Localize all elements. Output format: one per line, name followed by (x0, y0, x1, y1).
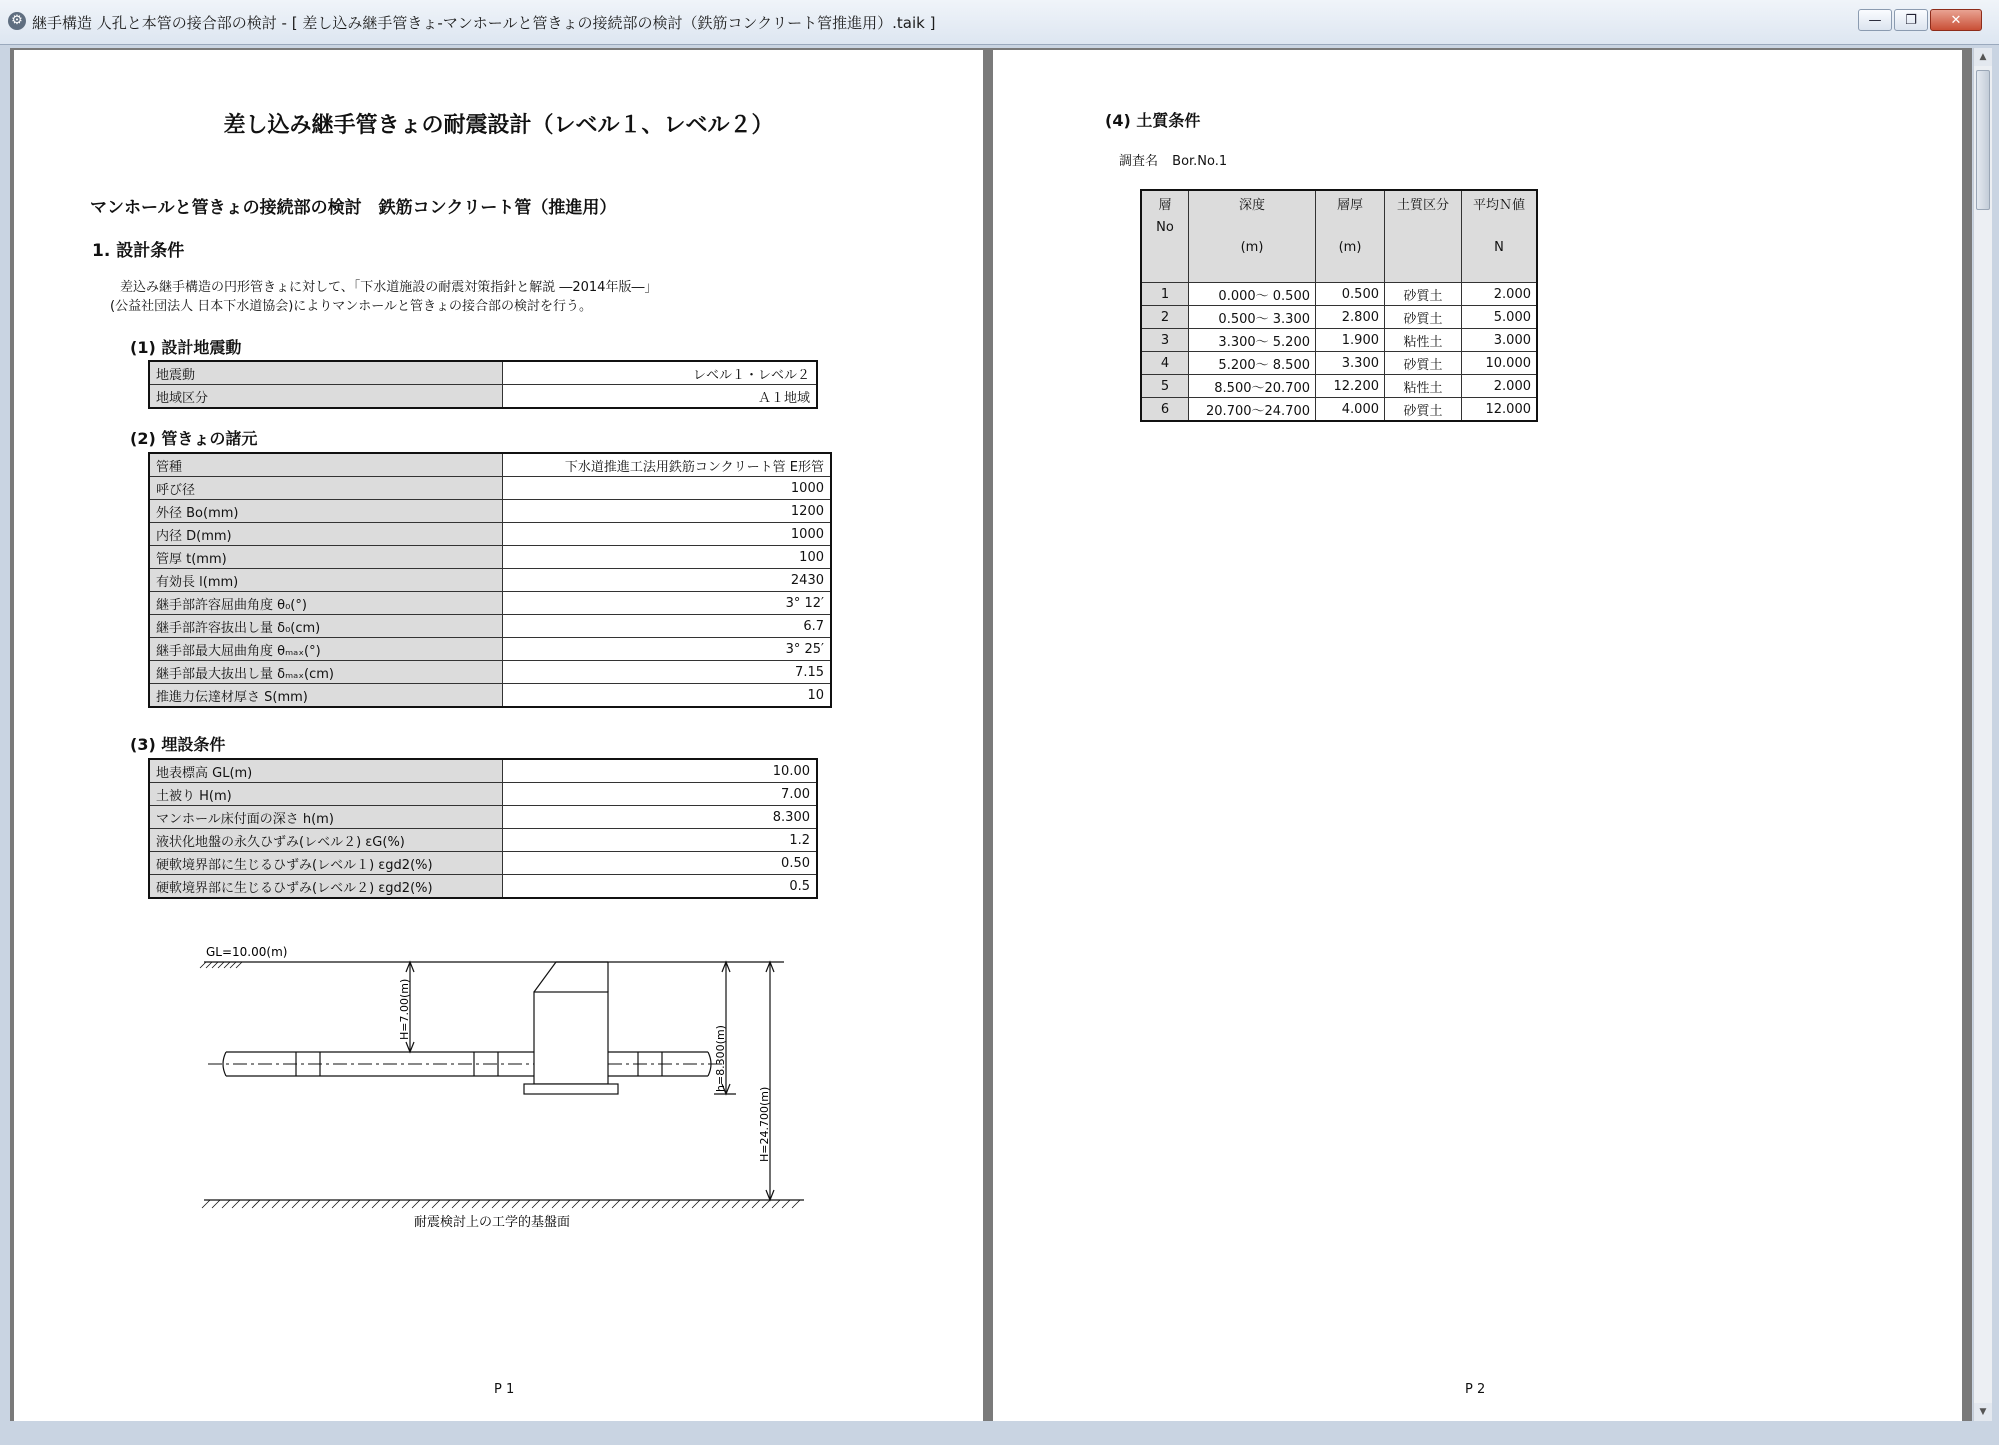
cell-n-value: 12.000 (1462, 398, 1538, 422)
row-label: 内径 D(mm) (149, 523, 503, 546)
cell-soil-type: 粘性土 (1385, 329, 1462, 352)
row-value: 下水道推進工法用鉄筋コンクリート管 E形管 (503, 453, 832, 477)
header-layer-no (1141, 190, 1189, 283)
soil-table-row (1141, 352, 1537, 375)
row-value: 0.50 (503, 852, 818, 875)
row-value: 7.00 (503, 783, 818, 806)
cell-depth: 5.200～ 8.500 (1189, 352, 1316, 375)
row-value: 1000 (503, 523, 832, 546)
soil-table-row (1141, 283, 1537, 306)
scroll-up-arrow-icon[interactable]: ▲ (1974, 48, 1992, 66)
row-label: 硬軟境界部に生じるひずみ(レベル１) εgd2(%) (149, 852, 503, 875)
burial-heading: (3) 埋設条件 (130, 735, 226, 754)
document-title: 差し込み継手管きょの耐震設計（レベル１、レベル２） (223, 113, 774, 138)
header-n-unit: N (1494, 240, 1504, 255)
row-value: 8.300 (503, 806, 818, 829)
header-soil-type (1385, 190, 1462, 283)
soil-table-row (1141, 306, 1537, 329)
intro-line-1: 差込み継手構造の円形管きょに対して、「下水道施設の耐震対策指針と解説 ―2014年版―」 (120, 280, 658, 295)
row-value: 2430 (503, 569, 832, 592)
row-value: 6.7 (503, 615, 832, 638)
soil-table (1140, 189, 1538, 422)
cell-depth: 3.300～ 5.200 (1189, 329, 1316, 352)
row-value: 1200 (503, 500, 832, 523)
soil-table-header (1141, 190, 1537, 283)
row-label: 継手部最大屈曲角度 θₘₐₓ(°) (149, 638, 503, 661)
close-button[interactable]: ✕ (1930, 9, 1982, 31)
cell-layer-no: 2 (1141, 306, 1189, 329)
cross-section-diagram (14, 50, 983, 1421)
page-number-2: P 2 (1465, 1382, 1486, 1397)
row-value: 3° 12′ (503, 592, 832, 615)
row-value: 1000 (503, 477, 832, 500)
row-label: 地表標高 GL(m) (149, 759, 503, 783)
row-label: 有効長 l(mm) (149, 569, 503, 592)
header-depth-unit: (m) (1240, 240, 1264, 255)
soil-conditions-heading: (4) 土質条件 (1105, 111, 1201, 130)
app-icon: ⚙ (8, 12, 26, 30)
soil-table-row (1141, 375, 1537, 398)
header-no: No (1156, 220, 1174, 235)
document-viewer[interactable] (10, 48, 1972, 1421)
cell-thickness: 2.800 (1316, 306, 1385, 329)
row-label: 継手部許容屈曲角度 θ₀(°) (149, 592, 503, 615)
row-label: 管厚 t(mm) (149, 546, 503, 569)
row-value: Ａ１地域 (503, 385, 818, 409)
earthquake-heading: (1) 設計地震動 (130, 338, 242, 357)
row-value: 3° 25′ (503, 638, 832, 661)
cell-thickness: 1.900 (1316, 329, 1385, 352)
row-label: 管種 (149, 453, 503, 477)
row-value: 10.00 (503, 759, 818, 783)
row-value: 0.5 (503, 875, 818, 899)
header-n-value (1462, 190, 1538, 283)
header-depth (1189, 190, 1316, 283)
cell-soil-type: 砂質土 (1385, 306, 1462, 329)
total-depth-label: H=24.700(m) (758, 1086, 771, 1162)
cell-depth: 0.500～ 3.300 (1189, 306, 1316, 329)
cell-layer-no: 1 (1141, 283, 1189, 306)
cell-n-value: 10.000 (1462, 352, 1538, 375)
row-label: 呼び径 (149, 477, 503, 500)
row-label: 地震動 (149, 361, 503, 385)
cell-n-value: 2.000 (1462, 375, 1538, 398)
row-value: 10 (503, 684, 832, 708)
cell-depth: 8.500～20.700 (1189, 375, 1316, 398)
cell-thickness: 12.200 (1316, 375, 1385, 398)
row-label: 継手部最大抜出し量 δₘₐₓ(cm) (149, 661, 503, 684)
cover-depth-label: H=7.00(m) (398, 978, 411, 1040)
row-value: 100 (503, 546, 832, 569)
page-1 (14, 50, 983, 1421)
cell-n-value: 2.000 (1462, 283, 1538, 306)
pipe-spec-heading: (2) 管きょの諸元 (130, 429, 258, 448)
cell-depth: 0.000～ 0.500 (1189, 283, 1316, 306)
row-label: 推進力伝達材厚さ S(mm) (149, 684, 503, 708)
cell-soil-type: 砂質土 (1385, 398, 1462, 422)
header-depth-label: 深度 (1238, 198, 1265, 213)
header-thickness-label: 層厚 (1336, 198, 1363, 213)
cell-n-value: 5.000 (1462, 306, 1538, 329)
survey-name (1119, 150, 1227, 169)
cell-thickness: 3.300 (1316, 352, 1385, 375)
cell-thickness: 4.000 (1316, 398, 1385, 422)
page-number-1: P 1 (494, 1382, 515, 1397)
window-title: 継手構造 人孔と本管の接合部の検討 - [ 差し込み継手管きょ-マンホールと管きょの接続部の検討（鉄筋コンクリート管推進用）.taik ] (32, 14, 936, 32)
cell-layer-no: 5 (1141, 375, 1189, 398)
survey-label: 調査名 (1119, 154, 1159, 169)
header-n-value-label: 平均Ｎ値 (1472, 198, 1525, 213)
row-label: 土被り H(m) (149, 783, 503, 806)
cell-layer-no: 6 (1141, 398, 1189, 422)
cell-soil-type: 粘性土 (1385, 375, 1462, 398)
soil-table-row (1141, 329, 1537, 352)
cell-soil-type: 砂質土 (1385, 352, 1462, 375)
row-value: レベル１・レベル２ (503, 361, 818, 385)
row-label: 外径 Bo(mm) (149, 500, 503, 523)
header-thickness (1316, 190, 1385, 283)
row-value: 1.2 (503, 829, 818, 852)
row-label: 継手部許容抜出し量 δ₀(cm) (149, 615, 503, 638)
cell-layer-no: 3 (1141, 329, 1189, 352)
row-value: 7.15 (503, 661, 832, 684)
header-layer: 層 (1158, 198, 1172, 213)
document-subtitle: マンホールと管きょの接続部の検討 鉄筋コンクリート管（推進用） (90, 198, 617, 218)
gl-label: GL=10.00(m) (206, 945, 288, 959)
scroll-thumb[interactable] (1976, 70, 1990, 210)
cell-layer-no: 4 (1141, 352, 1189, 375)
page-2 (993, 50, 1962, 1421)
manhole-depth-label: h=8.300(m) (714, 1025, 727, 1092)
base-layer-label: 耐震検討上の工学的基盤面 (414, 1215, 571, 1230)
cell-n-value: 3.000 (1462, 329, 1538, 352)
survey-value: Bor.No.1 (1172, 154, 1228, 169)
row-label: 液状化地盤の永久ひずみ(レベル２) εG(%) (149, 829, 503, 852)
section-design-conditions: 1. 設計条件 (92, 241, 185, 261)
cell-depth: 20.700～24.700 (1189, 398, 1316, 422)
header-soil-type-label: 土質区分 (1396, 198, 1449, 213)
header-thickness-unit: (m) (1338, 240, 1362, 255)
row-label: マンホール床付面の深さ h(m) (149, 806, 503, 829)
minimize-button[interactable]: — (1858, 9, 1892, 31)
title-bar (0, 0, 1999, 45)
row-label: 硬軟境界部に生じるひずみ(レベル２) εgd2(%) (149, 875, 503, 899)
intro-line-2: (公益社団法人 日本下水道協会)によりマンホールと管きょの接合部の検討を行う。 (110, 299, 593, 314)
cell-thickness: 0.500 (1316, 283, 1385, 306)
vertical-scrollbar[interactable] (1973, 48, 1992, 1421)
scroll-down-arrow-icon[interactable]: ▼ (1974, 1403, 1992, 1421)
restore-button[interactable]: ❐ (1894, 9, 1928, 31)
row-label: 地域区分 (149, 385, 503, 409)
cell-soil-type: 砂質土 (1385, 283, 1462, 306)
soil-table-row (1141, 398, 1537, 422)
